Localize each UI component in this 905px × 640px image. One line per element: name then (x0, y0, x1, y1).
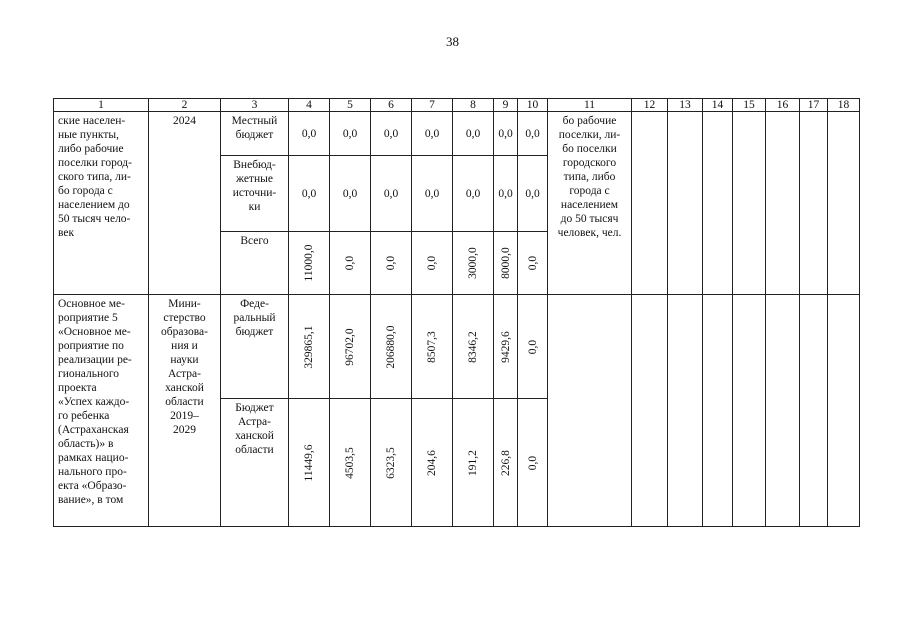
column-number-row (54, 99, 860, 112)
value-cell: 0,0 (289, 156, 330, 232)
col-number-1: 1 (54, 99, 149, 112)
funding-source: Феде- ральный бюджет (221, 295, 289, 399)
col-number-3: 3 (221, 99, 289, 112)
value-cell (412, 232, 453, 295)
value-cell: 0,0 (371, 156, 412, 232)
value-text: 0,0 (385, 255, 397, 271)
value-cell (330, 232, 371, 295)
funding-source: Местный бюджет (221, 112, 289, 156)
page-number: 38 (446, 34, 459, 49)
value-cell (453, 399, 494, 527)
value-text: 4503,5 (344, 446, 356, 479)
value-cell (494, 295, 518, 399)
col-number-5: 5 (330, 99, 371, 112)
event-description: Основное ме- роприятие 5 «Основное ме- роприятие по реализации ре- гионального проекта «Успех каждо- го ребенка (Астраханская область)» в рамках нацио- нального про- екта «Образо- вание», в том (54, 295, 149, 527)
col-number-16: 16 (766, 99, 800, 112)
event-description: ские населен- ные пункты, либо рабочие поселки город- ского типа, ли- бо города с населением до 50 тысяч чело- век (54, 112, 149, 295)
value-cell: 0,0 (494, 112, 518, 156)
col-number-12: 12 (632, 99, 668, 112)
value-text: 3000,0 (467, 247, 479, 279)
indicator-description: бо рабочие поселки, ли- бо поселки городского типа, либо города с населением до 50 тысяч человек, чел. (548, 112, 632, 295)
value-text: 204,6 (426, 449, 438, 476)
empty-cell (828, 295, 860, 527)
value-cell (289, 232, 330, 295)
value-cell: 0,0 (289, 112, 330, 156)
value-text: 329865,1 (303, 324, 315, 369)
value-text: 206880,0 (385, 324, 397, 369)
empty-cell (668, 295, 703, 527)
value-text: 0,0 (526, 339, 539, 354)
col-number-15: 15 (733, 99, 766, 112)
year-cell: 2024 (149, 112, 221, 295)
value-text: 0,0 (526, 455, 539, 470)
col-number-6: 6 (371, 99, 412, 112)
value-cell (412, 399, 453, 527)
value-text: 8346,2 (467, 330, 479, 363)
value-cell (289, 295, 330, 399)
value-cell: 0,0 (453, 156, 494, 232)
col-number-14: 14 (703, 99, 733, 112)
value-text: 9429,6 (499, 330, 512, 363)
value-cell (518, 295, 548, 399)
col-number-18: 18 (828, 99, 860, 112)
value-cell: 0,0 (494, 156, 518, 232)
empty-cell (632, 295, 668, 527)
empty-cell (733, 295, 766, 527)
value-cell: 0,0 (412, 112, 453, 156)
responsible-and-period: Мини- стерство образова- ния и науки Астра- ханской области 2019– 2029 (149, 295, 221, 527)
value-cell (518, 232, 548, 295)
col-number-11: 11 (548, 99, 632, 112)
value-cell: 0,0 (330, 112, 371, 156)
table-row (54, 295, 860, 399)
empty-cell (632, 112, 668, 295)
value-text: 0,0 (426, 255, 438, 271)
value-text: 8507,3 (426, 330, 438, 363)
col-number-13: 13 (668, 99, 703, 112)
value-cell: 0,0 (518, 156, 548, 232)
value-text: 191,2 (467, 449, 479, 476)
value-cell (453, 295, 494, 399)
value-text: 11449,6 (303, 444, 315, 481)
table-row (54, 112, 860, 156)
empty-cell (703, 295, 733, 527)
funding-source: Бюджет Астра- ханской области (221, 399, 289, 527)
value-cell (518, 399, 548, 527)
col-number-8: 8 (453, 99, 494, 112)
value-cell: 0,0 (330, 156, 371, 232)
value-cell: 0,0 (412, 156, 453, 232)
col-number-7: 7 (412, 99, 453, 112)
value-cell (494, 232, 518, 295)
col-number-9: 9 (494, 99, 518, 112)
value-text: 226,8 (499, 449, 512, 476)
value-text: 11000,0 (303, 244, 315, 282)
value-cell (330, 295, 371, 399)
col-number-17: 17 (800, 99, 828, 112)
empty-cell (828, 112, 860, 295)
value-text: 0,0 (526, 255, 539, 271)
value-text: 0,0 (344, 255, 356, 271)
value-cell: 0,0 (371, 112, 412, 156)
empty-cell (703, 112, 733, 295)
value-cell: 0,0 (453, 112, 494, 156)
value-cell (453, 232, 494, 295)
col-number-2: 2 (149, 99, 221, 112)
col-number-10: 10 (518, 99, 548, 112)
empty-cell (668, 112, 703, 295)
funding-source: Всего (221, 232, 289, 295)
value-cell (494, 399, 518, 527)
value-cell (412, 295, 453, 399)
value-cell (289, 399, 330, 527)
value-cell (371, 232, 412, 295)
empty-cell (800, 295, 828, 527)
value-cell (330, 399, 371, 527)
empty-cell (548, 295, 632, 527)
empty-cell (766, 112, 800, 295)
col-number-4: 4 (289, 99, 330, 112)
value-text: 8000,0 (499, 247, 512, 279)
value-text: 6323,5 (385, 446, 397, 479)
value-cell (371, 399, 412, 527)
funding-source: Внебюд- жетные источни- ки (221, 156, 289, 232)
empty-cell (766, 295, 800, 527)
data-table (53, 98, 860, 527)
value-text: 96702,0 (344, 327, 356, 366)
value-cell: 0,0 (518, 112, 548, 156)
empty-cell (733, 112, 766, 295)
empty-cell (800, 112, 828, 295)
value-cell (371, 295, 412, 399)
